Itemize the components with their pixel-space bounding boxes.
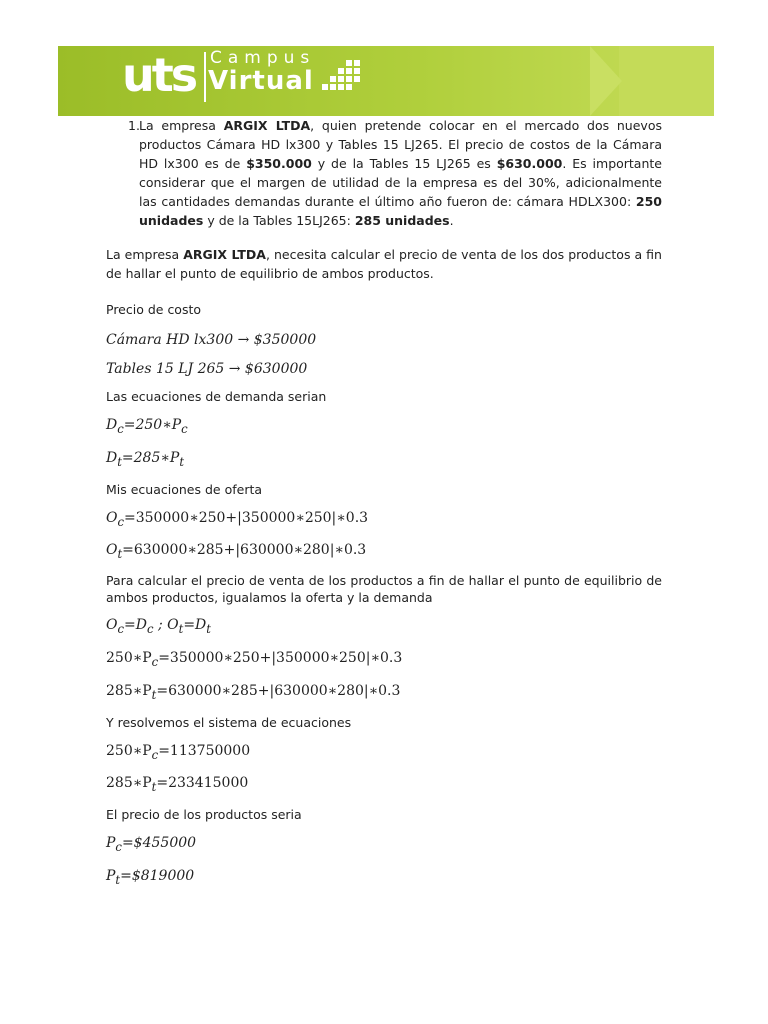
banner-arrow-shape [590,46,622,116]
text: La empresa [139,118,224,133]
sym: 250∗P [106,649,152,666]
eq-sistema-c [106,649,662,672]
sym: P [106,835,116,852]
sym: =D [183,617,207,634]
label-igualar: Para calcular el precio de venta de los productos a fin de hallar el punto de equilibrio de ambos productos, igualamos la oferta y la demanda [106,573,662,606]
header-banner [58,46,714,116]
sym: O [106,542,118,559]
sub: c [117,421,124,436]
text: , necesita calcular el precio de venta de los dos productos a fin de hallar el punto de equilibrio de ambos productos. [106,247,662,281]
sub: t [179,454,184,469]
sub: c [117,514,125,529]
sym: ; O [153,617,179,634]
logo-virtual: Virtual [208,66,314,96]
sub: c [115,839,122,854]
logo-uts: uts [122,48,196,102]
sym: 250∗P [106,742,152,759]
eq-precio-c [106,834,662,857]
sym: =250∗P [123,417,182,433]
sym: O [106,509,118,526]
sub: c [151,654,159,669]
problem-statement [106,116,662,230]
eq-costo-camara: Cámara HD lx300 → $350000 [106,332,317,348]
sym: =D [124,617,147,634]
eq-oferta-c [106,509,662,532]
sym: =350000∗250+|350000∗250|∗0.3 [124,509,369,526]
sym: P [106,867,116,884]
sym: =630000∗285+|630000∗280|∗0.3 [122,542,367,559]
label-precio: El precio de los productos seria [106,807,302,823]
sub: c [117,621,125,636]
sym: =350000∗250+|350000∗250|∗0.3 [158,649,403,666]
eq-precio-t [106,867,662,890]
sub: t [206,621,211,636]
logo-campus: Campus [210,48,316,68]
sub: c [181,421,188,436]
sym: 285∗P [106,775,152,792]
sub: t [115,872,121,887]
company-name: ARGIX LTDA [183,247,266,262]
sym: =113750000 [158,742,251,759]
sub: t [117,454,122,469]
text: . [449,213,454,228]
document-body [106,116,662,890]
text: , quien pretende colocar en el mercado dos nuevos productos Cámara HD lx300 y Tables 15 LJ265. El precio de costos de la Cámara HD lx300 es de [139,118,662,171]
sym: =285∗P [121,449,180,466]
sub: c [146,621,154,636]
logo-separator [204,52,206,102]
sym: =$455000 [121,835,197,852]
sym: D [106,449,118,466]
text: y de la Tables 15 LJ265 es [311,156,497,171]
eq-oferta-t [106,541,662,564]
eq-resultado-c [106,742,662,765]
sym: O [106,617,118,634]
sub: t [151,687,157,702]
text: y de la Tables 15LJ265: [203,213,355,228]
sub: c [151,747,159,762]
company-name: ARGIX LTDA [223,118,311,133]
eq-demanda-t [106,449,662,472]
intro-paragraph [106,245,662,283]
label-costo: Precio de costo [106,302,202,317]
sym: =$819000 [120,867,195,884]
eq-resultado-t [106,774,662,797]
text: . Es importante considerar que el margen de utilidad de la empresa es del 30%, adicionalmente las cantidades demandas durante el último año fueron de: cámara HDLX300: [139,156,662,209]
eq-demanda-c [106,416,662,439]
sym: =233415000 [156,775,249,792]
sub: t [178,621,184,636]
cost-tables: $630.000 [496,156,563,171]
sym: =630000∗285+|630000∗280|∗0.3 [156,682,401,699]
text: La empresa [106,247,184,262]
cost-camera: $350.000 [246,156,312,171]
sym: 285∗P [106,682,152,699]
qty-camera: 250 unidades [139,194,662,228]
qty-tables: 285 unidades [354,213,450,228]
eq-sistema-t [106,682,662,705]
sym: D [106,417,118,433]
eq-igualar [106,616,662,639]
sub: t [117,547,123,562]
sub: t [151,780,157,795]
banner-right-panel [619,46,714,116]
eq-costo-tables: Tables 15 LJ 265 → $630000 [106,361,308,377]
label-resolver: Y resolvemos el sistema de ecuaciones [106,714,352,730]
label-oferta: Mis ecuaciones de oferta [106,481,263,497]
label-demanda: Las ecuaciones de demanda serian [106,389,327,404]
list-number: 1. [128,118,140,133]
